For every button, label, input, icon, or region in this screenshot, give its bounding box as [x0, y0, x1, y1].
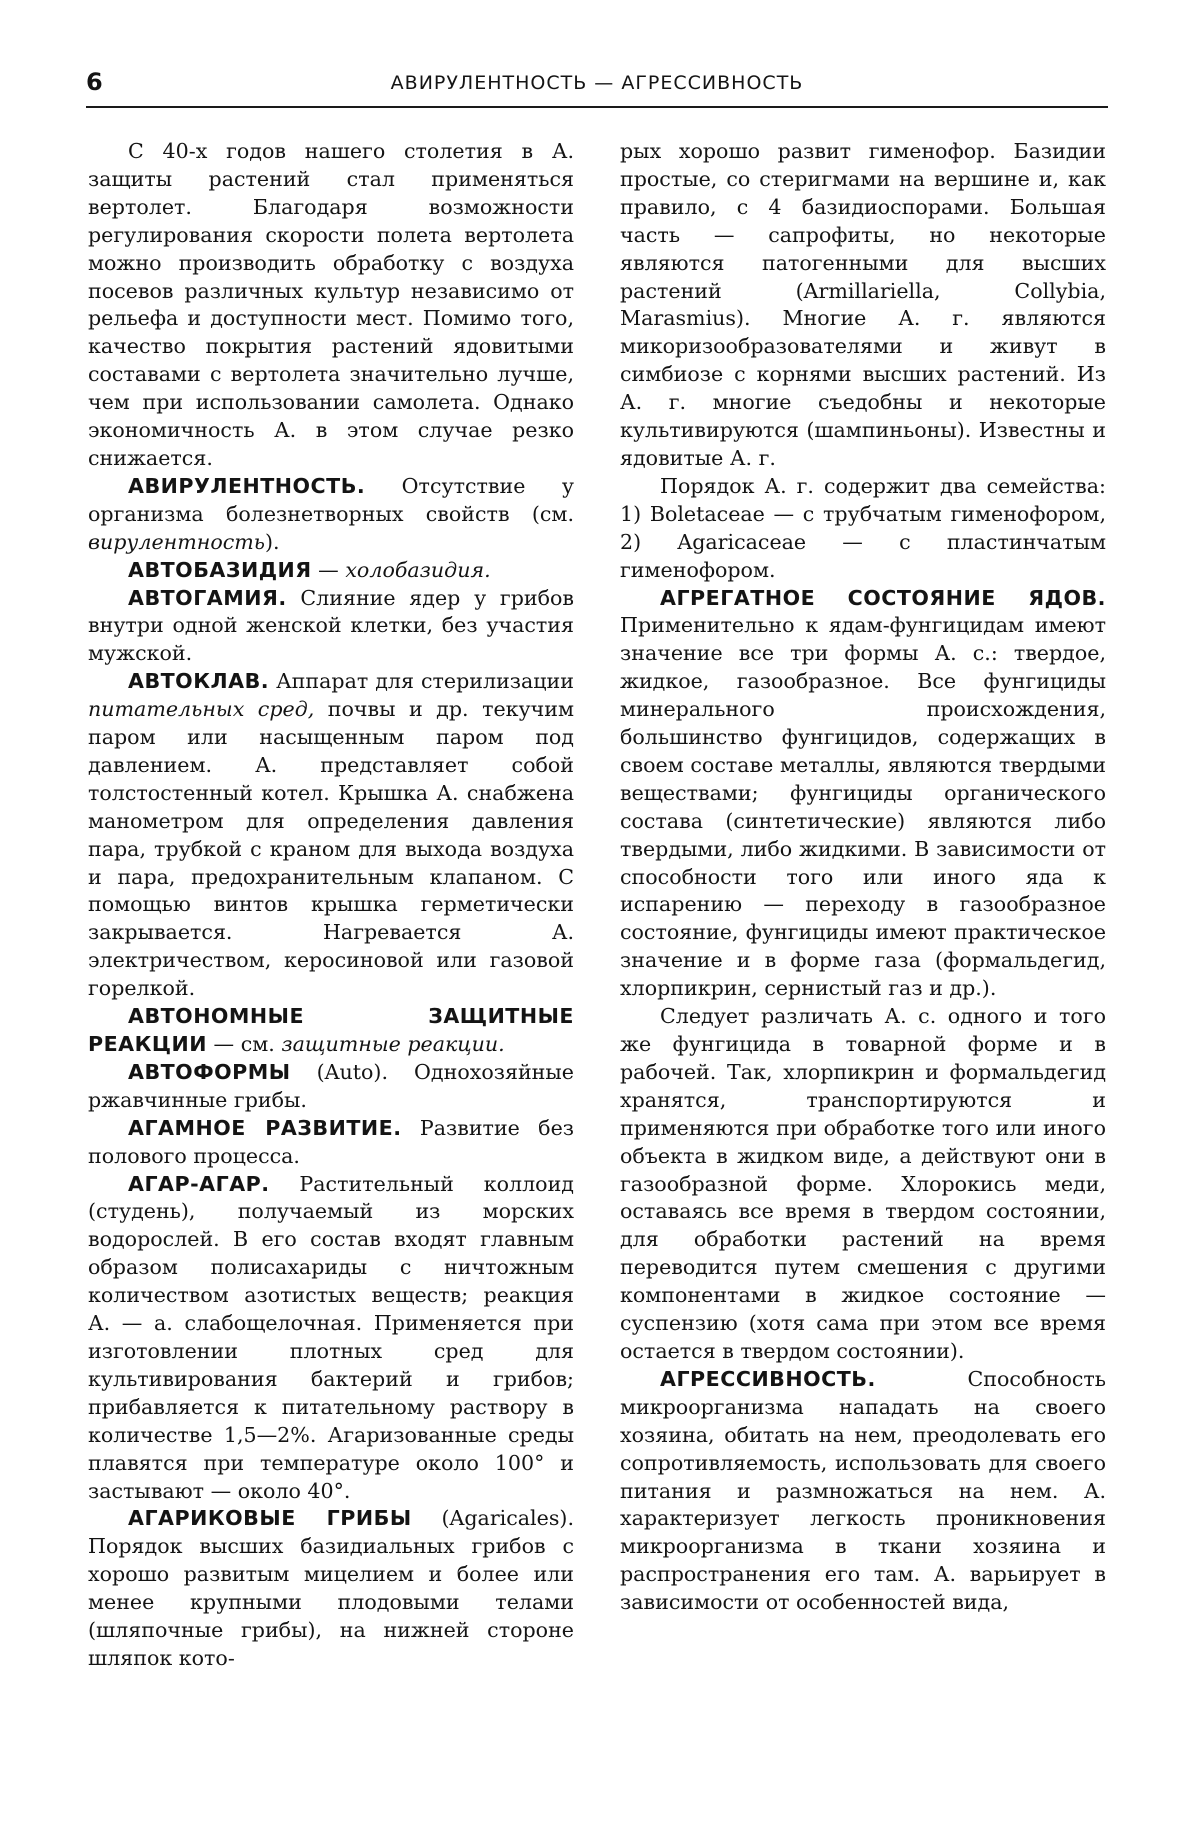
cross-reference: холобазидия.	[345, 558, 490, 582]
entry-text: Растительный коллоид (студень), получаемый из морских водорослей. В его состав входят главным образом полисахариды с ничтожным количеством азотистых веществ; реакция А. — а. слабощелочная. Применяется при изготовлении плотных сред для культивирования бактерий и грибов; прибавляется к питательному раствору в количестве 1,5—2%. Агаризованные среды плавятся при температуре около 100° и застывают — около 40°.	[88, 1172, 574, 1503]
right-column	[620, 138, 1106, 1617]
entry-term: АГАРИКОВЫЕ ГРИБЫ	[128, 1506, 412, 1530]
entry-text: Отсутствие у организма болезнетворных свойств (см.	[88, 474, 574, 526]
entry-text: Применительно к ядам-фунгицидам имеют значение все три формы А. с.: твердое, жидкое, газообразное. Все фунгициды минерального происхождения, большинство фунгицидов, содержащих в своем составе металлы, являются твердыми веществами; фунгициды органического состава (синтетические) являются либо твердыми, либо жидкими. В зависимости от способности того или иного яда к испарению — переходу в газообразное состояние, фунгициды имеют практическое значение и в форме газа (формальдегид, хлорпикрин, сернистый газ и др.).	[620, 613, 1106, 1000]
entry-text: Способность микроорганизма нападать на своего хозяина, обитать на нем, преодолевать его сопротивляемость, использовать для своего питания и размножаться на нем. А. характеризует легкость проникновения микроорганизма в ткани хозяина и распространения его там. А. варьирует в зависимости от особенностей вида,	[620, 1367, 1106, 1614]
entry-avtoformy	[88, 1059, 574, 1115]
entry-agamnoe-razvitie	[88, 1115, 574, 1171]
entry-text: (Auto). Однохозяйные ржавчинные грибы.	[88, 1060, 574, 1112]
paragraph-sleduet: Следует различать А. с. одного и того же фунгицида в товарной форме и в рабочей. Так, хлорпикрин и формальдегид хранятся, транспортируются и применяются при обработке того или иного объекта в жидком виде, а действуют они в газообразной форме. Хлорокись меди, оставаясь все время в твердом состоянии, для обработки растений на время переводится путем смешения с другими компонентами в жидкое состояние — суспензию (хотя сама при этом все время остается в твердом состоянии).	[620, 1003, 1106, 1366]
entry-agar-agar	[88, 1171, 574, 1506]
entry-agressivnost	[620, 1366, 1106, 1617]
cross-reference: питательных сред,	[88, 697, 314, 721]
paragraph-vertolet: С 40-х годов нашего столетия в А. защиты растений стал применяться вертолет. Благодаря возможности регулирования скорости полета вертолета можно производить обработку с воздуха посевов различных культур независимо от рельефа и доступности мест. Помимо того, качество покрытия растений ядовитыми составами с вертолета значительно лучше, чем при использовании самолета. Однако экономичность А. в этом случае резко снижается.	[88, 138, 574, 473]
entry-avtoklav	[88, 668, 574, 1003]
entry-term: АВТОБАЗИДИЯ	[128, 558, 312, 582]
entry-text: Аппарат для стерилизации	[269, 669, 574, 693]
entry-avtobazidiya	[88, 557, 574, 585]
paragraph-poryadok: Порядок А. г. содержит два семейства: 1) Boletaceae — с трубчатым гименофором, 2) Agaricaceae — с пластинчатым гименофором.	[620, 473, 1106, 585]
entry-text: — см.	[207, 1032, 281, 1056]
entry-agarikovye-griby	[88, 1505, 574, 1672]
entry-term: АГРЕССИВНОСТЬ.	[660, 1367, 876, 1391]
entry-avirulentnost	[88, 473, 574, 557]
entry-text: (Agaricales). Порядок высших базидиальных грибов с хорошо развитым мицелием и более или менее крупными плодовыми телами (шляпочные грибы), на нижней стороне шляпок кото-	[88, 1506, 574, 1670]
running-title: АВИРУЛЕНТНОСТЬ — АГРЕССИВНОСТЬ	[86, 72, 1108, 94]
page-header	[86, 66, 1108, 108]
dictionary-page	[0, 0, 1200, 1834]
entry-term: АВИРУЛЕНТНОСТЬ.	[128, 474, 365, 498]
entry-text-continued: почвы и др. текучим паром или насыщенным паром под давлением. А. представляет собой толстостенный котел. Крышка А. снабжена манометром для определения давления пара, трубкой с краном для выхода воздуха и пара, предохранительным клапаном. С помощью винтов крышка герметически закрывается. Нагревается А. электричеством, керосиновой или газовой горелкой.	[88, 697, 574, 1000]
entry-term: АВТОНОМНЫЕ ЗАЩИТНЫЕ РЕАКЦИИ	[88, 1004, 574, 1056]
entry-term: АГАМНОЕ РАЗВИТИЕ.	[128, 1116, 402, 1140]
left-column	[88, 138, 574, 1673]
paragraph-continued: рых хорошо развит гименофор. Базидии простые, со стеригмами на вершине и, как правило, с 4 базидиоспорами. Большая часть — сапрофиты, но некоторые являются патогенными для высших растений (Armillariella, Collybia, Marasmius). Многие А. г. являются микоризообразователями и живут в симбиозе с корнями высших растений. Из А. г. многие съедобны и некоторые культивируются (шампиньоны). Известны и ядовитые А. г.	[620, 138, 1106, 473]
cross-reference: вирулентность	[88, 530, 265, 554]
page-number: 6	[86, 68, 103, 96]
entry-term: АГАР-АГАР.	[128, 1172, 270, 1196]
entry-term: АВТОГАМИЯ.	[128, 586, 287, 610]
entry-text: Развитие без полового процесса.	[88, 1116, 574, 1168]
entry-avtogamiya	[88, 585, 574, 669]
entry-text-tail: ).	[265, 530, 280, 554]
cross-reference: защитные реакции.	[281, 1032, 504, 1056]
entry-term: АГРЕГАТНОЕ СОСТОЯНИЕ ЯДОВ.	[660, 586, 1106, 610]
entry-agregatnoe-sostoyanie-yadov	[620, 585, 1106, 1004]
entry-text: Слияние ядер у грибов внутри одной женской клетки, без участия мужской.	[88, 586, 574, 666]
entry-avtonomnye-zashchitnye-reaktsii	[88, 1003, 574, 1059]
entry-term: АВТОФОРМЫ	[128, 1060, 291, 1084]
entry-text: —	[312, 558, 346, 582]
entry-term: АВТОКЛАВ.	[128, 669, 269, 693]
